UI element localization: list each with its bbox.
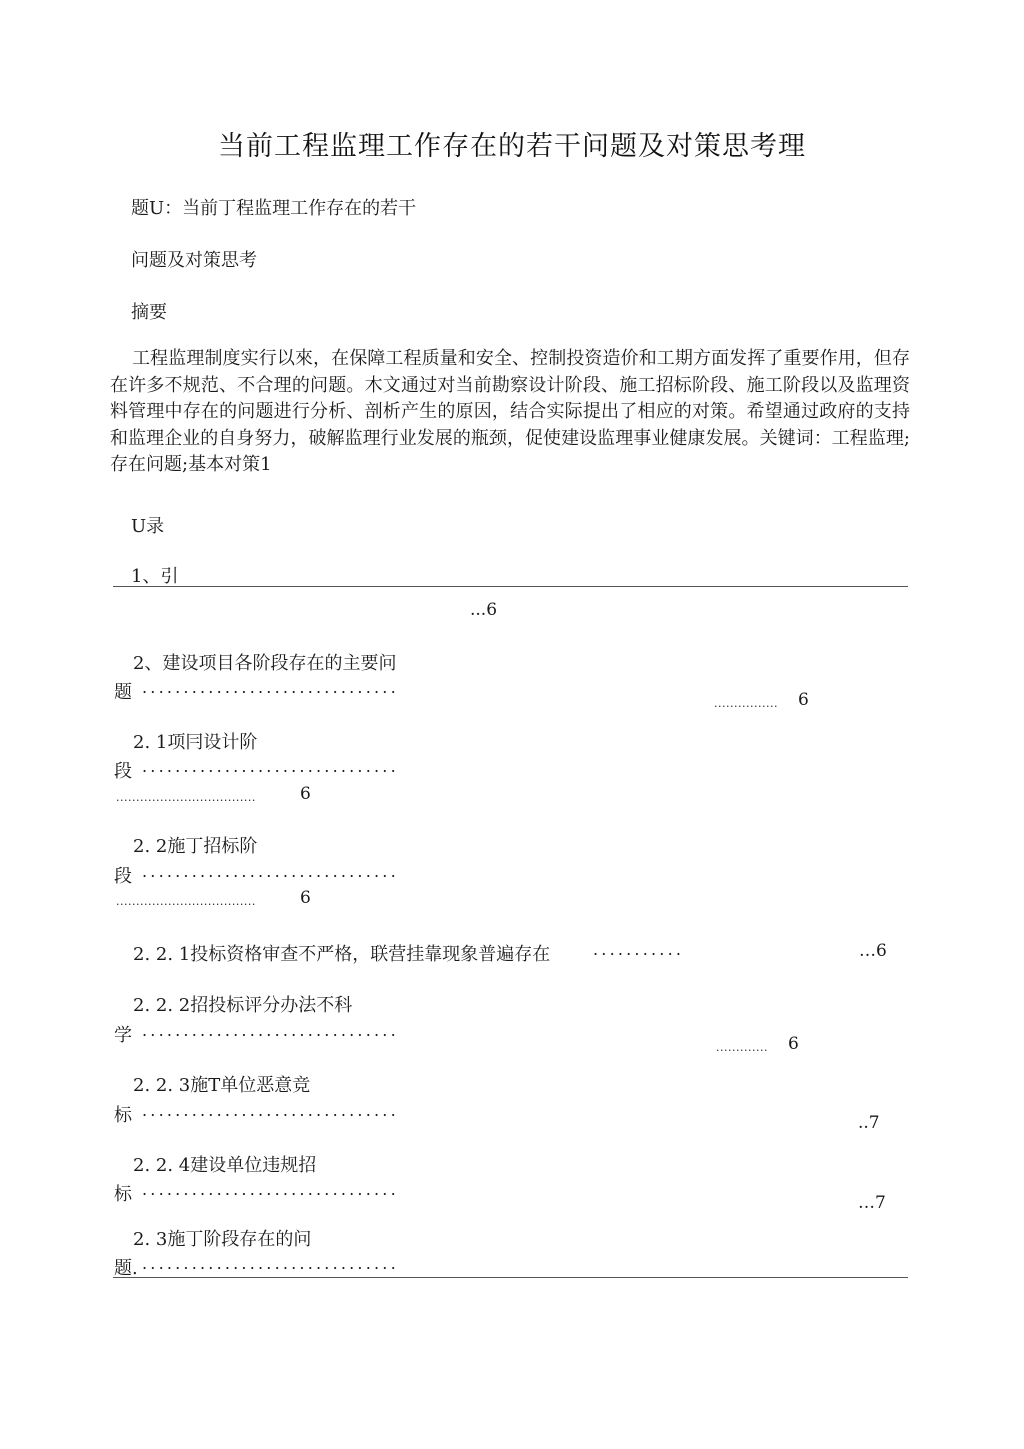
toc-entry-6-leader: ...............................: [142, 1021, 399, 1040]
toc-entry-3-label: 2. 1项冃设计阶: [133, 732, 258, 753]
toc-entry-8-page: …7: [858, 1193, 886, 1213]
toc-entry-3-leader: ...............................: [142, 757, 399, 776]
subtitle-line-2: 问题及对策思考: [131, 250, 257, 271]
toc-entry-8-label: 2. 2. 4建设单位违规招: [133, 1155, 317, 1176]
toc-entry-9-label-cont: 题.: [114, 1258, 138, 1279]
toc-entry-1-label: 1、引: [131, 566, 179, 587]
toc-entry-4-label-cont: 段: [114, 866, 132, 887]
subtitle-line-1: 题U：当前丁程监理工作存在的若干: [131, 198, 417, 219]
toc-entry-4-label: 2. 2施丁招标阶: [133, 836, 258, 857]
toc-entry-5-leader: ...........: [593, 940, 685, 959]
toc-entry-6-label-cont: 学: [114, 1025, 132, 1046]
toc-bottom-line: [113, 1277, 908, 1278]
toc-entry-7-leader: ...............................: [142, 1101, 399, 1120]
toc-separator-line: [113, 586, 908, 587]
toc-entry-4-leader: ...............................: [142, 862, 399, 881]
toc-entry-5-page: …6: [859, 941, 887, 961]
toc-entry-2-page: 6: [798, 690, 809, 710]
toc-entry-2-label: 2、建设项目各阶段存在的主要问: [133, 653, 397, 674]
toc-entry-2-label-cont: 题: [114, 682, 132, 703]
toc-entry-2-leader: ...............................: [142, 678, 399, 697]
toc-entry-2-leader-end: ................: [714, 697, 778, 710]
toc-entry-7-label: 2. 2. 3施T单位恶意竞: [133, 1075, 311, 1096]
toc-entry-3-label-cont: 段: [114, 761, 132, 782]
abstract-text: 工程监理制度实行以來，在保障工程质量和安全、控制投资造价和工期方面发挥了重要作用，但存在许多不规范、不合理的问题。木文通过对当前勘察设计阶段、施工招标阶段、施工阶段以及监理资料管理中存在的问题进行分析、剖析产生的原因，结合实际提出了相应的对策。希望通过政府的支持和监理企业的自身努力，破解监理行业发展的瓶颈，促使建设监理事业健康发展。关键词：工程监理;存在问题;基本对策1: [110, 348, 910, 475]
abstract-paragraph: [110, 346, 910, 479]
document-title: 当前工程监理工作存在的若干问题及对策思考理: [218, 131, 806, 162]
toc-entry-7-label-cont: 标: [114, 1105, 132, 1126]
toc-entry-8-leader: ...............................: [142, 1180, 399, 1199]
toc-entry-9-leader: ...............................: [142, 1254, 399, 1273]
toc-entry-8-label-cont: 标: [114, 1184, 132, 1205]
toc-entry-4-leader-end: ...................................: [116, 895, 256, 908]
toc-entry-6-page: 6: [788, 1034, 799, 1054]
toc-entry-3-page: 6: [300, 784, 311, 804]
abstract-heading: 摘要: [131, 302, 167, 323]
toc-entry-6-leader-end: .............: [716, 1041, 768, 1054]
toc-entry-3-leader-end: ...................................: [116, 791, 256, 804]
toc-entry-7-page: ..7: [858, 1113, 880, 1133]
toc-entry-1-page: ...6: [470, 600, 498, 620]
toc-entry-6-label: 2. 2. 2招投标评分办法不科: [133, 995, 353, 1016]
toc-entry-9-label: 2. 3施丁阶段存在的问: [133, 1229, 312, 1250]
toc-entry-4-page: 6: [300, 888, 311, 908]
toc-entry-5-label: 2. 2. 1投标资格审查不严格，联营挂靠现象普遍存在: [133, 944, 551, 965]
toc-heading: U录: [131, 516, 165, 537]
